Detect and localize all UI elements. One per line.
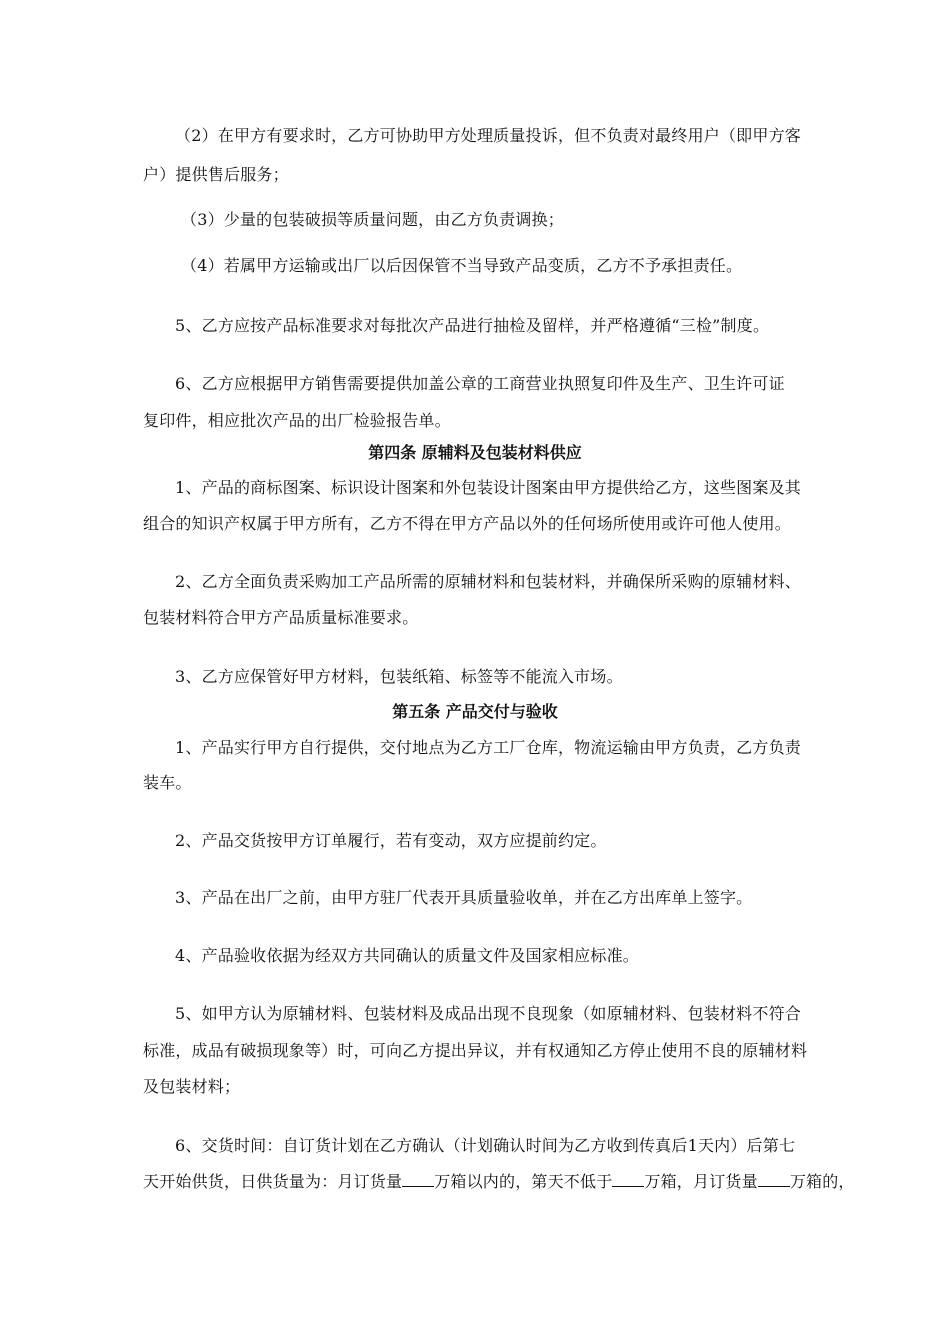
paragraph-line: 1、产品的商标图案、标识设计图案和外包装设计图案由甲方提供给乙方，这些图案及其 [175, 478, 801, 497]
paragraph-line: （3）少量的包装破损等质量问题，由乙方负责调换； [181, 210, 564, 229]
text-segment: 万箱以内的，第天不低于 [434, 1172, 613, 1191]
paragraph-line: 2、乙方全面负责采购加工产品所需的原辅材料和包装材料，并确保所采购的原辅材料、 [175, 572, 801, 591]
fill-blank [402, 1172, 434, 1187]
section-heading-article4: 第四条 原辅料及包装材料供应 [368, 443, 582, 462]
paragraph-line: 装车。 [143, 773, 192, 792]
fill-blank [612, 1172, 644, 1187]
paragraph-line: 复印件，相应批次产品的出厂检验报告单。 [143, 411, 451, 430]
paragraph-line: 6、乙方应根据甲方销售需要提供加盖公章的工商营业执照复印件及生产、卫生许可证 [175, 374, 785, 393]
text-segment: 天开始供货，日供货量为：月订货量 [143, 1172, 403, 1191]
text-segment: 万箱的， [789, 1172, 855, 1191]
paragraph-line: 2、产品交货按甲方订单履行，若有变动，双方应提前约定。 [175, 831, 607, 850]
paragraph-line: 组合的知识产权属于甲方所有，乙方不得在甲方产品以外的任何场所使用或许可他人使用。 [143, 514, 792, 533]
section-heading-article5: 第五条 产品交付与验收 [392, 702, 558, 721]
paragraph-line: 5、如甲方认为原辅材料、包装材料及成品出现不良现象（如原辅材料、包装材料不符合 [175, 1004, 801, 1023]
paragraph-line: 5、乙方应按产品标准要求对每批次产品进行抽检及留样，并严格遵循“三检”制度。 [175, 316, 770, 335]
text-segment: 万箱，月订货量 [644, 1172, 758, 1191]
paragraph-line: 包装材料符合甲方产品质量标准要求。 [143, 608, 419, 627]
paragraph-line: （4）若属甲方运输或出厂以后因保管不当导致产品变质，乙方不予承担责任。 [181, 256, 743, 275]
paragraph-line-with-blanks [143, 1172, 855, 1192]
paragraph-line: （2）在甲方有要求时，乙方可协助甲方处理质量投诉，但不负责对最终用户（即甲方客 [175, 126, 801, 145]
paragraph-line: 4、产品验收依据为经双方共同确认的质量文件及国家相应标准。 [175, 946, 639, 965]
paragraph-line: 3、产品在出厂之前，由甲方驻厂代表开具质量验收单，并在乙方出库单上签字。 [175, 888, 753, 907]
paragraph-line: 标准，成品有破损现象等）时，可向乙方提出异议，并有权通知乙方停止使用不良的原辅材料 [143, 1041, 808, 1060]
paragraph-line: 3、乙方应保管好甲方材料，包装纸箱、标签等不能流入市场。 [175, 667, 623, 686]
paragraph-line: 6、交货时间：自订货计划在乙方确认（计划确认时间为乙方收到传真后1天内）后第七 [175, 1136, 796, 1155]
paragraph-line: 1、产品实行甲方自行提供，交付地点为乙方工厂仓库，物流运输由甲方负责，乙方负责 [175, 738, 801, 757]
fill-blank [758, 1172, 790, 1187]
paragraph-line: 户）提供售后服务； [143, 165, 289, 184]
paragraph-line: 及包装材料； [143, 1077, 241, 1096]
